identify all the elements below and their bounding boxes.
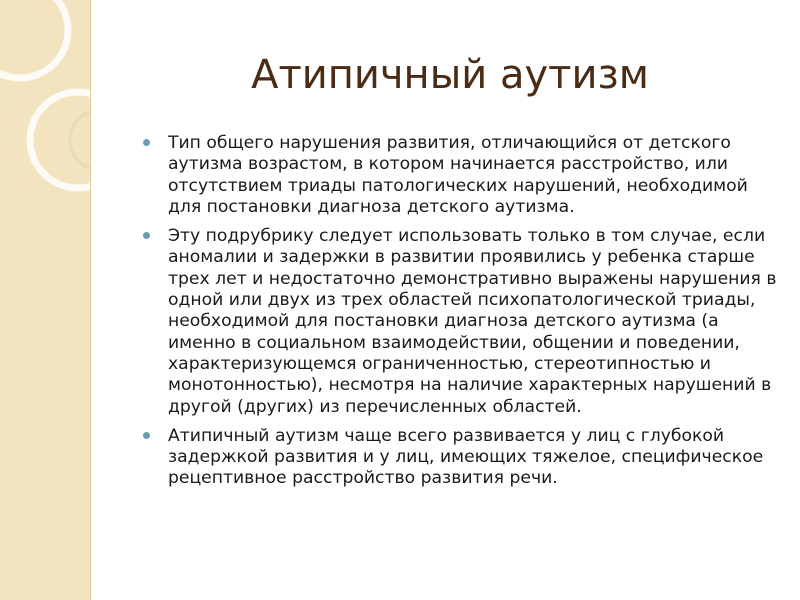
decorative-side-band (0, 0, 91, 600)
bullet-item (143, 133, 783, 218)
bullet-dot-icon (143, 139, 150, 146)
decor-circle-top (0, 0, 68, 78)
bullet-text: Атипичный аутизм чаще всего развивается у лиц с глубокой задержкой развития и у лиц, имеющих тяжелое, специфическое рецептивное расстройство развития речи. (168, 425, 764, 489)
bullet-text: Тип общего нарушения развития, отличающийся от детского аутизма возрастом, в котором начинается расстройство, или отсутствием триады патологических нарушений, необходимой для постановки диагноза детского аутизма. (168, 133, 748, 217)
bullet-dot-icon (143, 432, 150, 439)
decorative-circles (0, 0, 90, 600)
bullet-item (143, 426, 783, 490)
decor-circle-middle (30, 92, 90, 188)
bullet-list (143, 133, 783, 498)
slide-title: Атипичный аутизм (251, 52, 649, 98)
bullet-text: Эту подрубрику следует использовать только в том случае, если аномалии и задержки в развитии проявились у ребенка старше трех лет и недостаточно демонстративно выражены нарушения в одной или двух из трех областей психопатологической триады, необходимой для постановки диагноза детского аутизма (а именно в социальном взаимодействии, общении и поведении, характеризующемся ограниченностью, стереотипностью и монотонностью), несмотря на наличие характерных нарушений в другой (других) из перечисленных областей. (168, 226, 777, 417)
bullet-dot-icon (143, 232, 150, 239)
bullet-item (143, 226, 783, 418)
decor-circle-inner (70, 110, 90, 170)
